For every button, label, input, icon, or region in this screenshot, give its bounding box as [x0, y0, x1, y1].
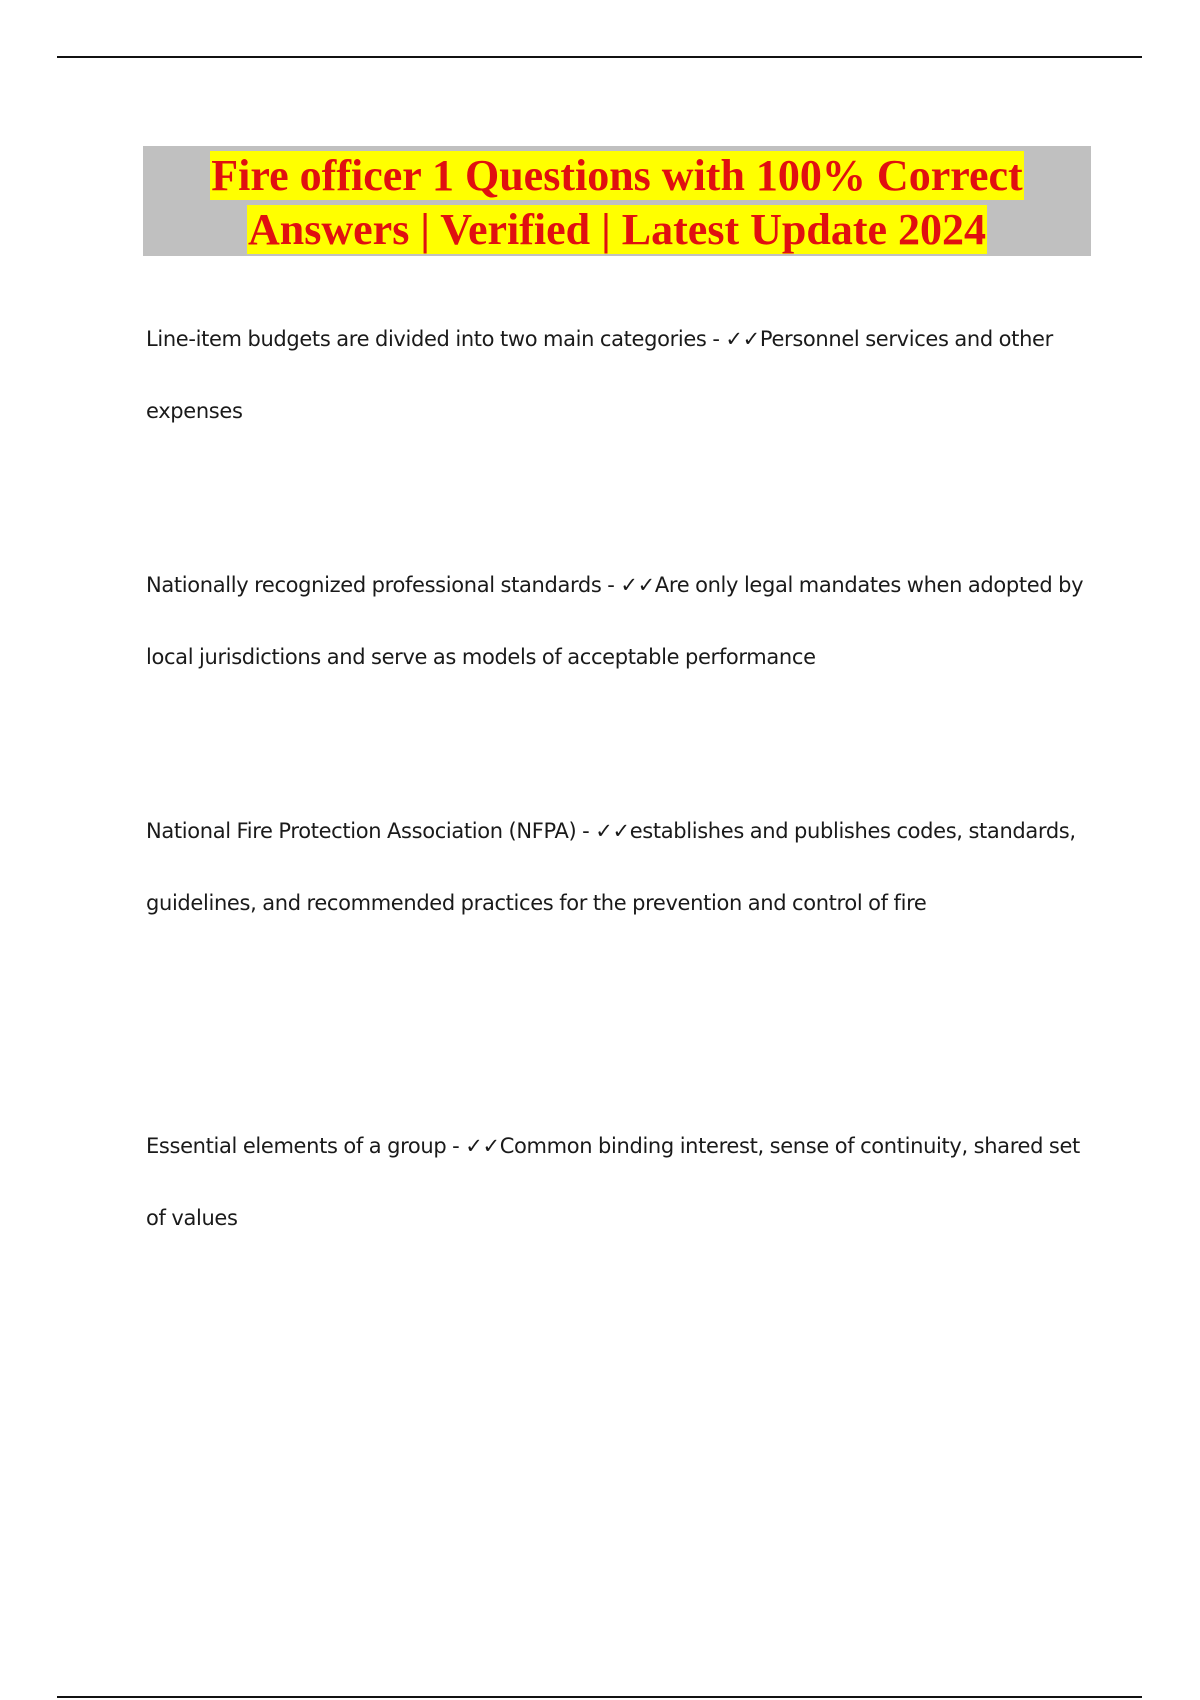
qa-term: Essential elements of a group [146, 1134, 447, 1158]
qa-term: Nationally recognized professional standards [146, 573, 602, 597]
top-rule [57, 56, 1142, 58]
qa-item [146, 303, 1096, 447]
qa-item [146, 1110, 1096, 1254]
title-banner [143, 146, 1091, 256]
double-check-icon: ✓✓ [595, 819, 630, 843]
qa-separator: - [446, 1134, 466, 1158]
double-check-icon: ✓✓ [725, 327, 760, 351]
page-title-line-1: Fire officer 1 Questions with 100% Correct [211, 151, 1023, 200]
qa-term: Line-item budgets are divided into two main categories [146, 327, 707, 351]
page-title-line-2: Answers | Verified | Latest Update 2024 [247, 205, 986, 254]
qa-separator: - [706, 327, 726, 351]
qa-answer: Are only legal mandates when adopted by local jurisdictions and serve as models of acceptable performance [146, 573, 1084, 669]
qa-separator: - [576, 819, 596, 843]
double-check-icon: ✓✓ [620, 573, 655, 597]
qa-answer: Personnel services and other expenses [146, 327, 1053, 423]
qa-separator: - [601, 573, 621, 597]
bottom-rule [57, 1696, 1142, 1698]
qa-answer: Common binding interest, sense of continuity, shared set of values [146, 1134, 1080, 1230]
qa-item [146, 549, 1096, 693]
qa-item [146, 795, 1096, 939]
qa-answer: establishes and publishes codes, standards, guidelines, and recommended practices for the prevention and control of fire [146, 819, 1076, 915]
qa-term: National Fire Protection Association (NFPA) [146, 819, 577, 843]
double-check-icon: ✓✓ [465, 1134, 500, 1158]
